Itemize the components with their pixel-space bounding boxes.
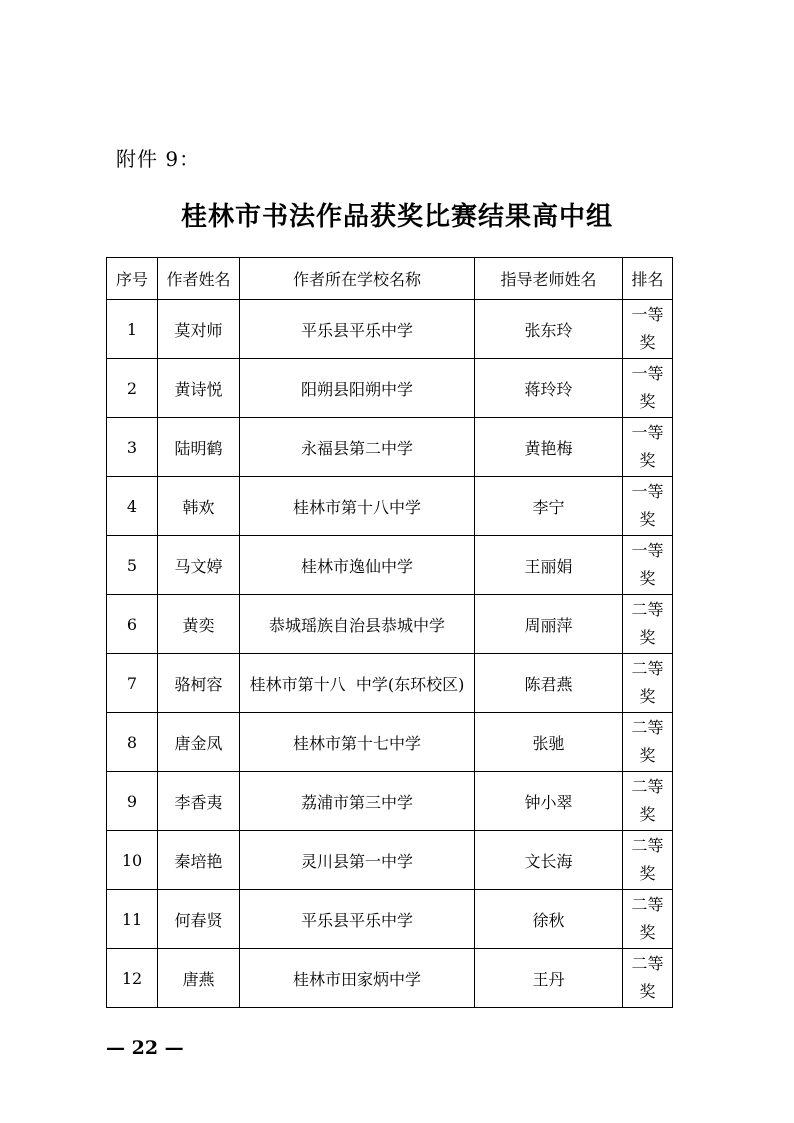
cell-school: 恭城瑶族自治县恭城中学	[240, 595, 475, 654]
cell-rank	[623, 300, 673, 359]
cell-no: 12	[107, 949, 158, 1008]
column-header-teacher: 指导老师姓名	[475, 258, 623, 300]
cell-teacher: 黄艳梅	[475, 418, 623, 477]
table-row	[107, 654, 673, 713]
table-row	[107, 300, 673, 359]
cell-school: 灵川县第一中学	[240, 831, 475, 890]
table-row	[107, 359, 673, 418]
cell-no: 5	[107, 536, 158, 595]
cell-author: 陆明鹤	[158, 418, 240, 477]
rank-text: 二等奖	[631, 718, 664, 765]
table-row	[107, 536, 673, 595]
cell-school: 阳朔县阳朔中学	[240, 359, 475, 418]
rank-text: 一等奖	[631, 305, 664, 352]
cell-school: 桂林市田家炳中学	[240, 949, 475, 1008]
table-row	[107, 831, 673, 890]
cell-teacher: 文长海	[475, 831, 623, 890]
cell-school: 桂林市第十八 中学(东环校区)	[240, 654, 475, 713]
cell-no: 8	[107, 713, 158, 772]
cell-author: 唐燕	[158, 949, 240, 1008]
table-header-row	[107, 258, 673, 300]
cell-school: 荔浦市第三中学	[240, 772, 475, 831]
cell-rank	[623, 890, 673, 949]
rank-text: 一等奖	[631, 541, 664, 588]
cell-teacher: 周丽萍	[475, 595, 623, 654]
page-title: 桂林市书法作品获奖比赛结果高中组	[180, 202, 613, 232]
cell-school: 永福县第二中学	[240, 418, 475, 477]
cell-no: 4	[107, 477, 158, 536]
cell-school: 桂林市逸仙中学	[240, 536, 475, 595]
cell-no: 7	[107, 654, 158, 713]
cell-author: 李香夷	[158, 772, 240, 831]
rank-text: 一等奖	[631, 482, 664, 529]
rank-text: 二等奖	[631, 895, 664, 942]
cell-author: 黄奕	[158, 595, 240, 654]
table-row	[107, 713, 673, 772]
table-row	[107, 949, 673, 1008]
cell-teacher: 王丹	[475, 949, 623, 1008]
table-row	[107, 418, 673, 477]
cell-rank	[623, 654, 673, 713]
cell-teacher: 陈君燕	[475, 654, 623, 713]
cell-author: 何春贤	[158, 890, 240, 949]
column-header-school: 作者所在学校名称	[240, 258, 475, 300]
rank-text: 二等奖	[631, 954, 664, 1001]
cell-author: 黄诗悦	[158, 359, 240, 418]
table-row	[107, 595, 673, 654]
results-table	[106, 257, 673, 1008]
cell-no: 2	[107, 359, 158, 418]
rank-text: 一等奖	[631, 423, 664, 470]
cell-author: 莫对师	[158, 300, 240, 359]
cell-author: 唐金凤	[158, 713, 240, 772]
cell-teacher: 王丽娟	[475, 536, 623, 595]
cell-teacher: 李宁	[475, 477, 623, 536]
cell-rank	[623, 831, 673, 890]
cell-teacher: 蒋玲玲	[475, 359, 623, 418]
column-header-author: 作者姓名	[158, 258, 240, 300]
table-row	[107, 477, 673, 536]
cell-school: 桂林市第十七中学	[240, 713, 475, 772]
cell-no: 6	[107, 595, 158, 654]
table-row	[107, 890, 673, 949]
attachment-label: 附件 9：	[116, 147, 201, 171]
cell-no: 10	[107, 831, 158, 890]
cell-school: 桂林市第十八中学	[240, 477, 475, 536]
column-header-rank: 排名	[623, 258, 673, 300]
cell-school: 平乐县平乐中学	[240, 890, 475, 949]
cell-no: 1	[107, 300, 158, 359]
cell-rank	[623, 713, 673, 772]
cell-rank	[623, 477, 673, 536]
cell-rank	[623, 536, 673, 595]
cell-rank	[623, 595, 673, 654]
table-row	[107, 772, 673, 831]
cell-rank	[623, 949, 673, 1008]
rank-text: 二等奖	[631, 659, 664, 706]
cell-teacher: 钟小翠	[475, 772, 623, 831]
cell-author: 马文婷	[158, 536, 240, 595]
cell-school: 平乐县平乐中学	[240, 300, 475, 359]
cell-author: 韩欢	[158, 477, 240, 536]
rank-text: 二等奖	[631, 600, 664, 647]
cell-teacher: 张东玲	[475, 300, 623, 359]
cell-rank	[623, 772, 673, 831]
cell-no: 11	[107, 890, 158, 949]
cell-rank	[623, 359, 673, 418]
page-number: — 22 —	[106, 1037, 184, 1059]
column-header-no: 序号	[107, 258, 158, 300]
cell-author: 秦培艳	[158, 831, 240, 890]
rank-text: 二等奖	[631, 777, 664, 824]
cell-teacher: 张驰	[475, 713, 623, 772]
cell-teacher: 徐秋	[475, 890, 623, 949]
cell-author: 骆柯容	[158, 654, 240, 713]
rank-text: 二等奖	[631, 836, 664, 883]
cell-no: 9	[107, 772, 158, 831]
cell-no: 3	[107, 418, 158, 477]
cell-rank	[623, 418, 673, 477]
rank-text: 一等奖	[631, 364, 664, 411]
